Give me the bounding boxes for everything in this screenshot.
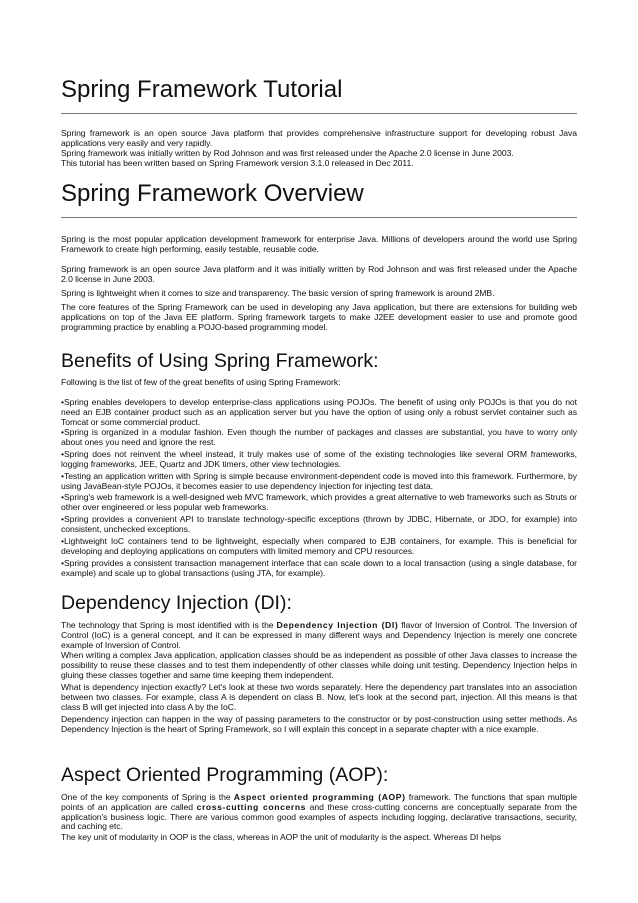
tutorial-paragraph-3: This tutorial has been written based on Spring Framework version 3.1.0 released in Dec 2011. [61, 158, 414, 168]
overview-paragraph-3: Spring is lightweight when it comes to size and transparency. The basic version of spring framework is around 2MB. [61, 288, 495, 298]
di-paragraph-4: Dependency injection can happen in the way of passing parameters to the constructor or by post-construction using setter methods. As Dependency Injection is the heart of Spring Framework, so I will explain this concept in a separate chapter with a nice example. [61, 714, 577, 734]
benefit-item-5: •Spring's web framework is a well-designed web MVC framework, which provides a great alternative to web frameworks such as Struts or other over engineered or less popular web frameworks. [61, 492, 577, 512]
di-paragraph-2: When writing a complex Java application, application classes should be as independent as possible of other Java classes to increase the possibility to reuse these classes and to test them independently of other classes while doing unit testing. Dependency Injection helps in gluing these classes together and same time keeping them independent. [61, 650, 577, 680]
overview-title: Spring Framework Overview [61, 180, 364, 207]
tutorial-title: Spring Framework Tutorial [61, 76, 343, 103]
overview-paragraph-1: Spring is the most popular application development framework for enterprise Java. Millions of developers around the world use Spring Framework to create high performing, easily testable, reusable code. [61, 234, 577, 254]
benefit-item-4: •Testing an application written with Spring is simple because environment-dependent code is moved into this framework. Furthermore, by using JavaBean-style POJOs, it becomes easier to use dependency injection for injecting test data. [61, 471, 577, 491]
aop-p1-text-b: framework. The functions that span multiple points of an application are called [61, 792, 577, 812]
di-term-bold: Dependency Injection (DI) [276, 620, 399, 630]
di-p1-text-b: flavor of Inversion of Control. The Inversion of Control (IoC) is a general concept, and it can be expressed in many different ways and Dependency Injection is merely one concrete example of Inversion of Control. [61, 620, 577, 650]
benefit-item-3: •Spring does not reinvent the wheel instead, it truly makes use of some of the existing technologies like several ORM frameworks, logging frameworks, JEE, Quartz and JDK timers, other view technologies. [61, 449, 577, 469]
aop-title: Aspect Oriented Programming (AOP): [61, 764, 389, 786]
title-rule [61, 113, 577, 114]
aop-paragraph-2: The key unit of modularity in OOP is the class, whereas in AOP the unit of modularity is the aspect. Whereas DI helps [61, 832, 501, 842]
overview-paragraph-2: Spring framework is an open source Java platform and it was initially written by Rod Johnson and was first released under the Apache 2.0 license in June 2003. [61, 264, 577, 284]
tutorial-paragraph-2: Spring framework was initially written by Rod Johnson and was first released under the Apache 2.0 license in June 2003. [61, 148, 514, 158]
di-paragraph-3: What is dependency injection exactly? Let's look at these two words separately. Here the dependency part translates into an association between two classes. For example, class A is dependent on class B. Now, let's look at the second part, injection. All this means is that class B will get injected into class A by the IoC. [61, 682, 577, 712]
di-p1-text-a: The technology that Spring is most identified with is the [61, 620, 277, 630]
cross-cutting-term-bold: cross-cutting concerns [196, 801, 307, 812]
overview-paragraph-4: The core features of the Spring Framework can be used in developing any Java application, but there are extensions for building web applications on top of the Java EE platform. Spring framework targets to make J2EE development easier to use and promote good programming practice by enabling a POJO-based programming model. [61, 302, 577, 332]
aop-p1-text-a: One of the key components of Spring is the [61, 792, 234, 802]
benefits-intro: Following is the list of few of the great benefits of using Spring Framework: [61, 377, 341, 387]
benefit-item-1: •Spring enables developers to develop enterprise-class applications using POJOs. The benefit of using only POJOs is that you do not need an EJB container product such as an application server but you have the option of using only a robust servlet container such as Tomcat or some commercial product. [61, 397, 577, 427]
benefit-item-2: •Spring is organized in a modular fashion. Even though the number of packages and classes are substantial, you have to worry only about ones you need and ignore the rest. [61, 427, 577, 447]
benefit-item-8: •Spring provides a consistent transaction management interface that can scale down to a local transaction (using a single database, for example) and scale up to global transactions (using JTA, for example). [61, 558, 577, 578]
benefits-title: Benefits of Using Spring Framework: [61, 350, 379, 372]
benefit-item-7: •Lightweight IoC containers tend to be lightweight, especially when compared to EJB containers, for example. This is beneficial for developing and deploying applications on computers with limited memory and CPU resources. [61, 536, 577, 556]
benefit-item-6: •Spring provides a convenient API to translate technology-specific exceptions (thrown by JDBC, Hibernate, or JDO, for example) into consistent, unchecked exceptions. [61, 514, 577, 534]
aop-paragraph-1 [61, 793, 577, 832]
aop-term-bold: Aspect oriented programming (AOP) [233, 792, 406, 802]
tutorial-paragraph-1: Spring framework is an open source Java platform that provides comprehensive infrastructure support for developing robust Java applications very easily and very rapidly. [61, 128, 577, 148]
di-title: Dependency Injection (DI): [61, 592, 292, 614]
overview-rule [61, 217, 577, 218]
aop-p1-text-c: and these cross-cutting concerns are conceptually separate from the application's business logic. There are various common good examples of aspects including logging, declarative transactions, security, and caching etc. [61, 801, 577, 832]
di-paragraph-1 [61, 621, 577, 650]
